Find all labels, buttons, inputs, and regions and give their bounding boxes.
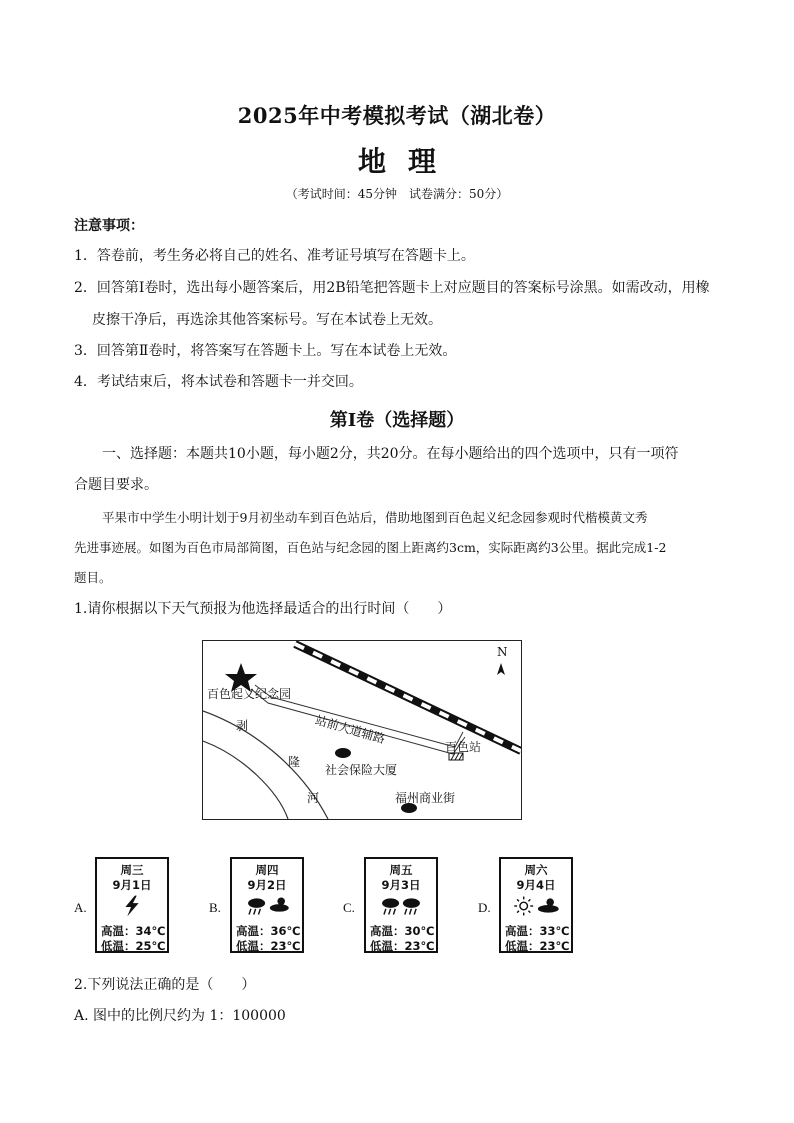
note-item: 皮擦干净后，再选涂其他答案标号。写在本试卷上无效。 [92, 312, 442, 328]
section-intro: 合题目要求。 [74, 477, 158, 493]
weather-date: 9月3日 [381, 878, 421, 892]
note-item: 1．答卷前，考生务必将自己的姓名、准考证号填写在答题卡上。 [74, 248, 475, 264]
road-label: 站前大道辅路 [313, 712, 387, 747]
weather-date: 9月2日 [247, 878, 287, 892]
notes-heading: 注意事项： [74, 218, 144, 234]
weather-card-a[interactable] [95, 857, 169, 953]
insurance-building-icon [335, 748, 351, 758]
north-label: N [497, 645, 508, 659]
river-label: 隆 [288, 755, 301, 769]
option-label: B. [209, 900, 221, 915]
section-title: 第Ⅰ卷（选择题） [329, 410, 465, 431]
weather-card-c[interactable] [364, 857, 438, 953]
weather-low: 低温：23℃ [505, 939, 570, 953]
exam-title: 2025年中考模拟考试（湖北卷） [237, 103, 557, 128]
note-item: 3．回答第Ⅱ卷时，将答案写在答题卡上。写在本试卷上无效。 [74, 343, 457, 359]
weather-day: 周六 [524, 863, 548, 877]
lightning-icon [97, 893, 167, 919]
subject-title: 地理 [357, 145, 458, 178]
passage-line: 平果市中学生小明计划于9月初坐动车到百色站后，借助地图到百色起义纪念园参观时代楷模黄文秀 [102, 510, 648, 525]
passage-line: 题目。 [74, 570, 112, 585]
section-intro: 一、选择题：本题共10小题，每小题2分，共20分。在每小题给出的四个选项中，只有一项符 [102, 446, 679, 462]
rain-partly-sunny-icon [232, 893, 302, 919]
weather-day: 周四 [255, 863, 279, 877]
rain-icon [366, 893, 436, 919]
weather-high: 高温：30℃ [370, 924, 435, 938]
weather-card-b[interactable] [230, 857, 304, 953]
river-label: 河 [307, 791, 320, 805]
weather-high: 高温：36℃ [236, 924, 301, 938]
sun-cloud-icon [501, 893, 571, 919]
river-label: 剥 [236, 719, 249, 733]
note-item: 2．回答第Ⅰ卷时，选出每小题答案后，用2B铅笔把答题卡上对应题目的答案标号涂黑。如需改动，用橡 [74, 280, 710, 296]
weather-date: 9月1日 [112, 878, 152, 892]
passage-line: 先进事迹展。如图为百色市局部简图，百色站与纪念园的图上距离约3cm，实际距离约3公里。据此完成1-2 [74, 540, 667, 555]
map [202, 640, 522, 820]
weather-day: 周五 [389, 863, 413, 877]
question-2-option-a: A. 图中的比例尺约为 1：100000 [74, 1008, 286, 1024]
memorial-label: 百色起义纪念园 [207, 687, 292, 701]
insurance-label: 社会保险大厦 [325, 763, 398, 777]
weather-low: 低温：23℃ [236, 939, 301, 953]
question-2: 2.下列说法正确的是（ ） [74, 977, 256, 993]
time-info: （考试时间：45分钟 试卷满分：50分） [285, 187, 509, 201]
weather-low: 低温：23℃ [370, 939, 435, 953]
note-item: 4．考试结束后，将本试卷和答题卡一并交回。 [74, 374, 363, 390]
question-1: 1.请你根据以下天气预报为他选择最适合的出行时间（ ） [74, 601, 452, 617]
weather-high: 高温：33℃ [505, 924, 570, 938]
weather-day: 周三 [120, 863, 144, 877]
weather-date: 9月4日 [516, 878, 556, 892]
option-label: A. [74, 900, 87, 915]
weather-low: 低温：25℃ [101, 939, 166, 953]
station-label: 百色站 [445, 740, 482, 754]
option-label: C. [343, 900, 355, 915]
street-label: 福州商业街 [395, 791, 456, 805]
weather-card-d[interactable] [499, 857, 573, 953]
weather-high: 高温：34℃ [101, 924, 166, 938]
option-label: D. [478, 900, 491, 915]
north-arrow-icon [497, 663, 505, 675]
